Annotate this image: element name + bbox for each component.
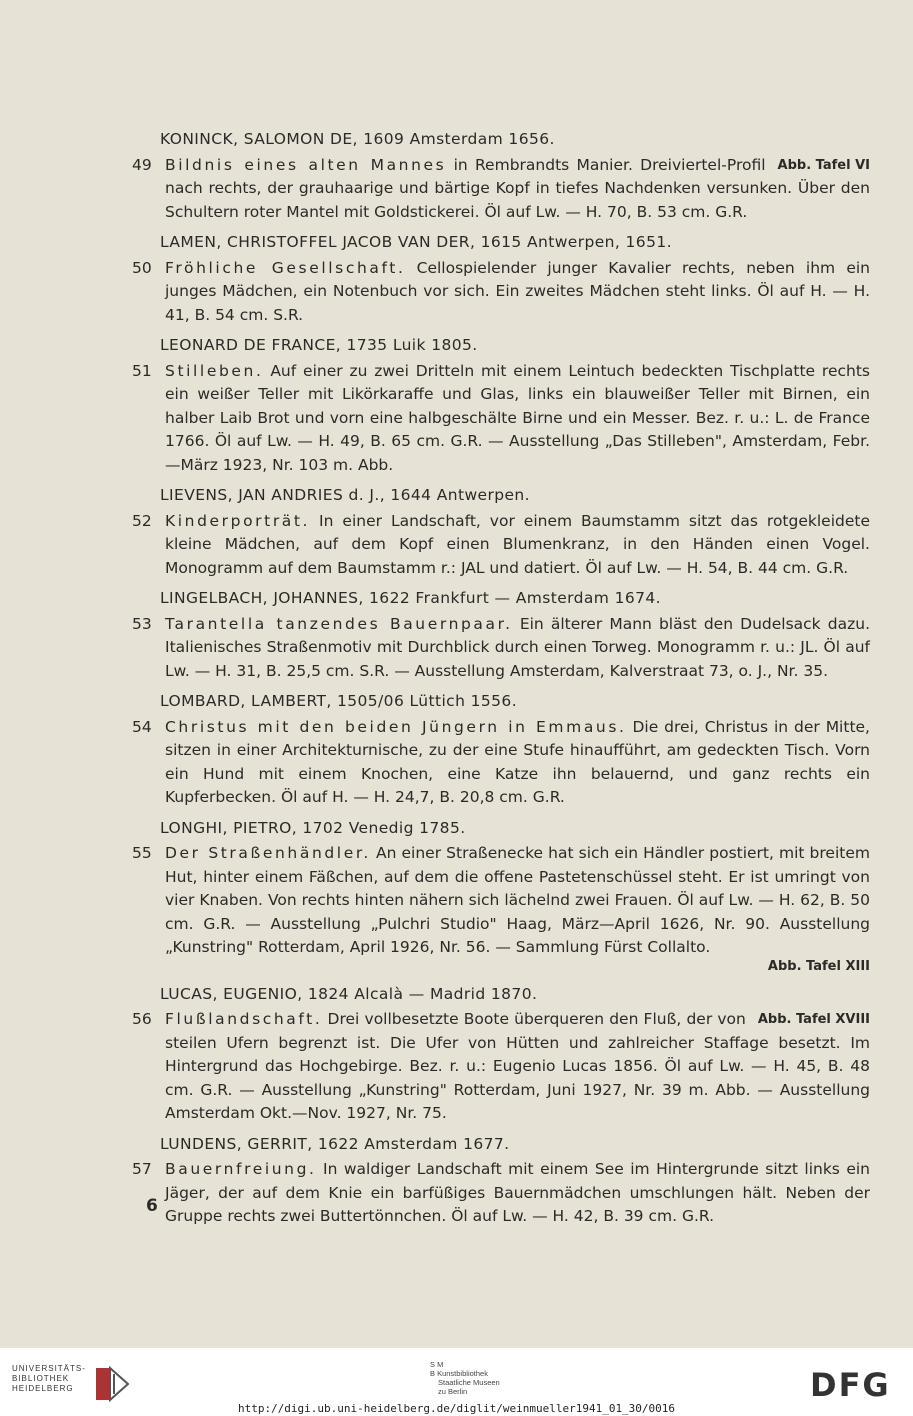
entry-description [165, 1158, 870, 1229]
entry-number: 52 [132, 511, 152, 530]
uni-line-1: UNIVERSITÄTS- [12, 1364, 86, 1373]
entry-text: in Rembrandts Manier. Dreiviertel-Profil nach rechts, der grauhaarige und bärtige Kopf in tiefes Nachdenken versunken. Über den Schultern roter Mantel mit Goldstickerei. Öl auf Lw. — H. 70, B. 53 cm. G.R. [165, 155, 870, 221]
artist-heading: LINGELBACH, JOHANNES, 1622 Frankfurt — Amsterdam 1674. [160, 589, 661, 607]
entry-description [165, 510, 870, 581]
entry-title: Bauernfreiung. [165, 1160, 317, 1178]
entry-number: 54 [132, 717, 152, 736]
entry-title: Fröhliche Gesellschaft. [165, 258, 406, 277]
entry-description [165, 360, 870, 478]
catalog-entry [130, 716, 870, 810]
entry-text: In waldiger Landschaft mit einem See im Hintergrunde sitzt links ein Jäger, der auf dem Knie ein barfüßiges Bauernmädchen umschlungen hält. Neben der Gruppe rechts zwei Buttertönnchen. Öl auf Lw. — H. 42, B. 39 cm. G.R. [165, 1160, 870, 1225]
artist-heading: LIEVENS, JAN ANDRIES d. J., 1644 Antwerpen. [160, 486, 530, 504]
uni-line-3: HEIDELBERG [12, 1384, 74, 1393]
entry-text: An einer Straßenecke hat sich ein Händler postiert, mit breitem Hut, hinter einem Fäßchen, auf dem die offene Pastetenschüssel steht. Er ist umringt von vier Knaben. Von rechts hinten nähern sich lächelnd zwei Frauen. Öl auf Lw. — H. 62, B. 50 cm. G.R. — Ausstellung „Pulchri Studio" Haag, März—April 1626, Nr. 90. Ausstellung „Kunstring" Rotterdam, April 1926, Nr. 56. — Sammlung Fürst Collalto. [165, 844, 870, 956]
artist-heading: LUCAS, EUGENIO, 1824 Alcalà — Madrid 1870. [160, 984, 538, 1003]
entry-number: 53 [132, 614, 152, 633]
entry-number: 55 [132, 844, 152, 862]
catalog-entry [130, 510, 870, 581]
center-line-2: B Kunstbibliothek [430, 1369, 488, 1378]
center-line-4: zu Berlin [438, 1387, 468, 1396]
entry-title: Tarantella tanzendes Bauernpaar. [165, 614, 513, 633]
entry-description [165, 154, 870, 225]
entry-description [165, 842, 870, 960]
catalog-entry [130, 1008, 870, 1126]
plate-reference: Abb. Tafel VI [777, 157, 870, 173]
footer [0, 1348, 913, 1416]
catalog-entry [130, 257, 870, 328]
dfg-logo[interactable]: DFG [810, 1366, 891, 1404]
artist-heading: LAMEN, CHRISTOFFEL JACOB VAN DER, 1615 Antwerpen, 1651. [160, 233, 672, 251]
uni-line-2: BIBLIOTHEK [12, 1374, 70, 1383]
entry-text: In einer Landschaft, vor einem Baumstamm sitzt das rotgekleidete kleine Mädchen, auf dem Kopf einen Blumenkranz, in den Händen einen Vogel. Monogramm auf dem Baumstamm r.: JAL und datiert. Öl auf Lw. — H. 54, B. 44 cm. G.R. [165, 511, 870, 577]
entry-title: Bildnis eines alten Mannes [165, 155, 447, 174]
entry-text: Ein älterer Mann bläst den Dudelsack dazu. Italienisches Straßenmotiv mit Durchblick durch einen Torweg. Monogramm r. u.: JL. Öl auf Lw. — H. 31, B. 25,5 cm. S.R. — Ausstellung Amsterdam, Kalverstraat 73, o. J., Nr. 35. [165, 614, 870, 680]
catalog-entry [130, 613, 870, 684]
entry-title: Kinderporträt. [165, 511, 311, 530]
center-line-3: Staatliche Museen [438, 1378, 500, 1387]
catalog-entry [130, 842, 870, 976]
catalog-text [130, 128, 870, 1236]
entry-description [165, 716, 870, 810]
entry-text: Drei vollbesetzte Boote überqueren den Fluß, der von steilen Ufern begrenzt ist. Die Ufer von Hütten und zahlreicher Staffage besetzt. Im Hintergrund das Hochgebirge. Bez. r. u.: Eugenio Lucas 1856. Öl auf Lw. — H. 45, B. 48 cm. G.R. — Ausstellung „Kunstring" Rotterdam, Juni 1927, Nr. 39 m. Abb. — Ausstellung Amsterdam Okt.—Nov. 1927, Nr. 75. [165, 1010, 870, 1122]
entry-number: 50 [132, 258, 152, 277]
entry-number: 49 [132, 155, 152, 174]
source-url[interactable]: http://digi.ub.uni-heidelberg.de/diglit/weinmueller1941_01_30/0016 [237, 1402, 676, 1415]
entry-title: Der Straßenhändler. [165, 844, 371, 862]
plate-reference: Abb. Tafel XIII [767, 958, 870, 974]
artist-heading: LOMBARD, LAMBERT, 1505/06 Lüttich 1556. [160, 692, 518, 710]
center-line-1: S M [430, 1360, 444, 1369]
plate-reference: Abb. Tafel XVIII [757, 1012, 870, 1027]
university-library-logo[interactable] [12, 1362, 142, 1402]
page-number: 6 [146, 1196, 158, 1216]
artist-heading: KONINCK, SALOMON DE, 1609 Amsterdam 1656. [160, 130, 555, 148]
entry-title: Flußlandschaft. [165, 1010, 323, 1028]
crest-icon [94, 1364, 130, 1404]
entry-text: Cellospielender junger Kavalier rechts, neben ihm ein junges Mädchen, ein Notenbuch vor sich. Ein zweites Mädchen steht links. Öl auf H. — H. 41, B. 54 cm. S.R. [165, 258, 870, 324]
entry-description [165, 613, 870, 684]
entry-text: Auf einer zu zwei Dritteln mit einem Leintuch bedeckten Tischplatte rechts ein weißer Teller mit Likörkaraffe und Glas, links ein blauweißer Teller mit Birnen, ein halber Laib Brot und vorn eine halbgeschälte Birne und ein Messer. Bez. r. u.: L. de France 1766. Öl auf Lw. — H. 49, B. 65 cm. G.R. — Ausstellung „Das Stilleben", Amsterdam, Febr.—März 1923, Nr. 103 m. Abb. [165, 361, 870, 474]
entry-text: Die drei, Christus in der Mitte, sitzen in einer Architekturnische, zu der eine Stufe hinaufführt, am gedeckten Tisch. Vorn ein Hund mit einem Knochen, eine Katze ihn belauernd, und ganz rechts ein Kupferbecken. Öl auf H. — H. 24,7, B. 20,8 cm. G.R. [165, 717, 870, 806]
catalog-entry [130, 360, 870, 478]
artist-heading: LONGHI, PIETRO, 1702 Venedig 1785. [160, 818, 466, 837]
artist-heading: LUNDENS, GERRIT, 1622 Amsterdam 1677. [160, 1134, 510, 1153]
kunstbibliothek-logo[interactable] [430, 1360, 530, 1396]
entry-number: 51 [132, 361, 152, 380]
catalog-entry [130, 154, 870, 225]
catalog-entry [130, 1158, 870, 1229]
entry-title: Christus mit den beiden Jüngern in Emmaus. [165, 717, 627, 736]
entry-description [165, 1008, 870, 1126]
entry-title: Stilleben. [165, 361, 264, 380]
entry-number: 56 [132, 1010, 152, 1028]
entry-number: 57 [132, 1160, 152, 1178]
artist-heading: LEONARD DE FRANCE, 1735 Luik 1805. [160, 336, 478, 354]
entry-description [165, 257, 870, 328]
